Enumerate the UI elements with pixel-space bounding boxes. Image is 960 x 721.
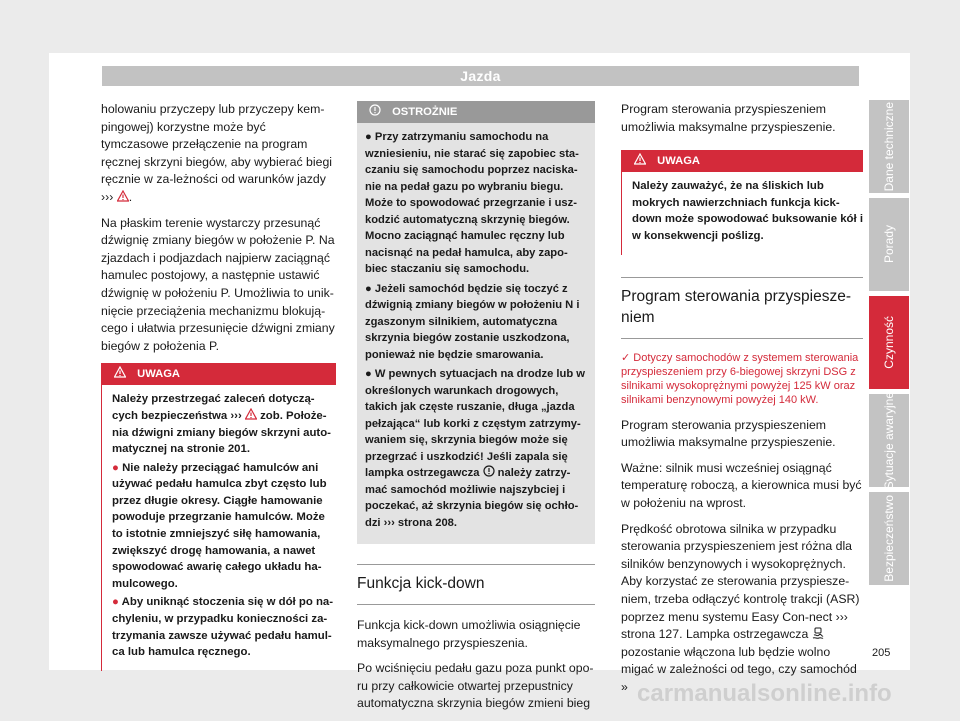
paragraph: holowaniu przyczepy lub przyczepy kem-pingowej) korzystne może być tymczasowe przełączenie na program ręcznej skrzyni biegów, aby wybierać biegi ręcznie w za-leżności od warunków jazdy ››› . [101,102,333,204]
tab-bezpieczenstwo[interactable]: Bezpieczeństwo [869,492,909,585]
caution-bullet: ● Przy zatrzymaniu samochodu na wzniesieniu, nie starać się zapobiec sta-czaniu się samochodu poprzez naciska-nie na pedał gazu po wybraniu biegu. Może to spowodować przegrzanie i usz-kodzić automatyczną skrzynię biegów. Mocno zaciągnąć hamulec ręczny lub nacisnąć na pedał hamulca, aby zapo-biec staczaniu się samochodu. [365,131,579,275]
column-1 [101,101,336,671]
warning-header: UWAGA [102,363,336,385]
section-title-launch-control: Program sterowania przyspiesze-niem [621,277,863,339]
warning-body: Należy przestrzegać zaleceń dotyczą-cych bezpieczeństwa ››› zob. Położe-nia dźwigni zmiany biegów skrzyni auto-matycznej na stronie 201. ● Nie należy przeciągać hamulców ani używać pedału hamulca zbyt często lub przez długie okresy. Ciągłe hamowanie powoduje przegrzanie hamulców. Może to istotnie zmniejszyć siłę hamowania, zwiększyć drogę hamowania, a nawet spowodować awarię całego układu ha-mulcowego. ● Aby uniknąć stoczenia się w dół po na-chyleniu, w przypadku konieczności za-trzymania zawsze używać pedału hamul-ca lub hamulca ręcznego. [102,385,336,671]
column-2 [357,101,595,721]
warning-bullet: ● Nie należy przeciągać hamulców ani używać pedału hamulca zbyt często lub przez długie okresy. Ciągłe hamowanie powoduje przegrzanie hamulców. Może to istotnie zmniejszyć siłę hamowania, zwiększyć drogę hamowania, a nawet spowodować awarię całego układu ha-mulcowego. [112,461,327,590]
caution-body [357,123,595,531]
tab-sytuacje-awaryjne[interactable]: Sytuacje awaryjne [869,394,909,487]
applicability-note: ✓ Dotyczy samochodów z systemem sterowania przyspieszeniem przy 6-biegowej skrzyni DSG z silnikami wysokoprężnymi powyżej 125 kW oraz silnikami benzynowymi powyżej 140 kW. [621,351,859,406]
info-circle-icon [483,465,495,477]
warning-body: Należy zauważyć, że na śliskich lub mokrych nawierzchniach funkcja kick-down może spowodować buksowanie kół i w konsekwencji poślizg. [632,180,864,242]
warning-triangle-icon [245,408,257,420]
info-circle-icon [369,104,381,116]
page-header: Jazda [102,66,859,86]
paragraph: Na płaskim terenie wystarczy przesunąć dźwignię zmiany biegów w położenie P. Na zjazdach i podjazdach najpierw zaciągnąć hamulec postojowy, a następnie ustawić dźwignię w położeniu P. Umożliwia to unik-nięcie przeciążenia mechanizmu blokują-cego i ułatwia przesunięcie dźwigni zmiany biegów z położenia P. [101,215,335,353]
section-title-kickdown: Funkcja kick-down [357,564,595,605]
checkmark-icon: ✓ [621,351,631,364]
watermark: carmanualsonline.info [637,680,892,707]
paragraph: Funkcja kick-down umożliwia osiągnięcie maksymalnego przyspieszenia. [357,618,581,650]
caution-bullet: ● W pewnych sytuacjach na drodze lub w określonych warunkach drogowych, takich jak częste ruszanie, długa „jazda pełzająca“ lub korki z częstym zatrzymy-waniem się, skrzynia biegów może się przegrzać i uszkodzić! Jeśli zapala się lampka ostrzegawcza należy zatrzy-mać samochód możliwie najszybciej i poczekać, aż skrzynia biegów się ochło-dzi ››› strona 208. [365,368,585,529]
page-number: 205 [872,647,891,659]
paragraph: Program sterowania przyspieszeniem umożliwia maksymalne przyspieszenie. [621,417,836,450]
paragraph: Po wciśnięciu pedału gazu poza punkt opo-ru przy całkowicie otwartej przepustnicy automatyczna skrzynia biegów zmieni bieg [357,661,594,711]
caution-header: OSTROŻNIE [357,101,595,123]
caution-box [357,101,595,544]
paragraph: Ważne: silnik musi wcześniej osiągnąć temperaturę roboczą, a kierownica musi być w położeniu na wprost. [621,460,862,510]
tab-porady[interactable]: Porady [869,198,909,291]
warning-box [621,150,863,254]
warning-triangle-icon [117,190,129,202]
warning-triangle-icon [114,366,126,378]
side-tabs [869,100,909,590]
warning-box [101,363,336,671]
paragraph: Program sterowania przyspieszeniem umożliwia maksymalne przyspieszenie. [621,102,836,134]
caution-bullet: ● Jeżeli samochód będzie się toczyć z dźwignią zmiany biegów w położeniu N i zgaszonym silnikiem, automatyczna skrzynia biegów zostanie uszkodzona, ponieważ nie będzie smarowania. [365,282,580,361]
column-3 [621,101,863,704]
warning-header: UWAGA [622,150,863,172]
traction-control-icon [812,627,824,639]
tab-czynnosc[interactable]: Czynność [869,296,909,389]
warning-triangle-icon [634,153,646,165]
paragraph: Prędkość obrotowa silnika w przypadku sterowania przyspieszeniem jest różna dla silników benzynowych i wysokoprężnych. Aby korzystać ze sterowania przyspiesze-niem, trzeba odłączyć kontrolę trakcji (ASR) poprzez menu systemu Easy Con-nect ››› strona 127. Lampka ostrzegawcza pozostanie włączona lub będzie wolno migać w zależności od tego, czy samochód » [621,521,860,694]
tab-dane-techniczne[interactable]: Dane techniczne [869,100,909,193]
warning-bullet: ● Aby uniknąć stoczenia się w dół po na-chyleniu, w przypadku konieczności za-trzymania zawsze używać pedału hamul-ca lub hamulca ręcznego. [112,596,334,659]
